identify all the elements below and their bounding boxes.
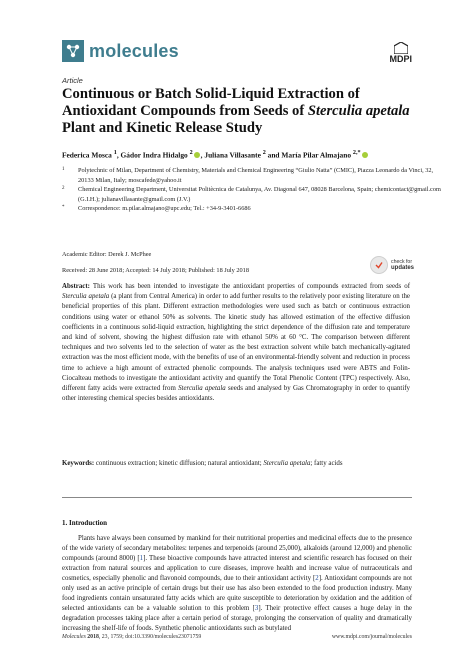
footer-url[interactable]: www.mdpi.com/journal/molecules bbox=[331, 634, 412, 640]
publisher-name: MDPI bbox=[389, 54, 412, 64]
affiliation-item: 1 Polytechnic of Milan, Department of Chemistry, Materials and Chemical Engineering “Giulio Natta” (CMIC), Piazza Leonardo da Vinci, 32, 20133 Milan, Italy; moscafede@yahoo.it bbox=[62, 167, 434, 184]
keywords: Keywords: continuous extraction; kinetic diffusion; natural antioxidant; Sterculia apetala; fatty acids bbox=[62, 460, 343, 467]
academic-editor: Academic Editor: Derek J. McPhee bbox=[62, 251, 152, 258]
author-name: María Pilar Almajano bbox=[281, 150, 352, 160]
citation-link[interactable]: 3 bbox=[254, 605, 259, 612]
affiliations bbox=[62, 166, 442, 214]
journal-name: molecules bbox=[89, 40, 179, 61]
mdpi-icon bbox=[394, 42, 408, 54]
publication-dates: Received: 28 June 2018; Accepted: 14 July 2018; Published: 18 July 2018 bbox=[62, 267, 249, 274]
introduction-paragraph: Plants have always been consumed by mankind for their nutritional properties and medicinal effects due to the presence of the wide variety of secondary metabolites: terpenes and terpenoids (around 25,000), alkaloids (around 12,000) and phenolic compounds (around 8000) [1]. These bioactive compounds have attracted interest and scientific research has focused on their extraction from natural sources and application to cure diseases, improve health and increase value of nutraceuticals and cosmetics, especially phenolic and flavonoid compounds, due to their antioxidant activity [2]. Antioxidant compounds are not only used as an active principle of certain drugs but their use has also been extended to the food production industry. Many food ingredients contain unsaturated fatty acids which are quite susceptible to deterioration by oxidation and the addition of selected antioxidants can be a valuable solution to this problem [3]. Their protective effect causes a huge delay in the degradation processes taking place after a certain period of storage, prolonging the conservation of quality and dramatically increasing the shelf-life of foods. Synthetic phenolic antioxidants such as butylated bbox=[62, 535, 412, 632]
author-name: Federica Mosca bbox=[62, 150, 112, 160]
affiliation-item: * Correspondence: m.pilar.almajano@upc.edu; Tel.: +34-9-3401-6686 bbox=[62, 205, 251, 213]
section-heading: 1. Introduction bbox=[62, 519, 107, 527]
author-name: Juliana Villasante bbox=[204, 150, 261, 160]
check-for-updates-badge[interactable]: check for updates bbox=[370, 256, 414, 274]
author-name: Gádor Indra Hidalgo bbox=[120, 150, 188, 160]
orcid-icon[interactable] bbox=[362, 152, 368, 158]
footer-citation: Molecules 2018, 23, 1759; doi:10.3390/molecules23071759 bbox=[62, 634, 202, 640]
publisher-logo[interactable] bbox=[390, 42, 413, 64]
affiliation-item: 2 Chemical Engineering Department, Universitat Politècnica de Catalunya, Av. Diagonal 647, 08028 Barcelona, Spain; chemicontact@gmail.com (G.I.H.); julianavillasante@gmail.com (J.V.) bbox=[62, 186, 441, 203]
abstract: Abstract: This work has been intended to investigate the antioxidant properties of compounds extracted from seeds of Sterculia apetala (a plant from Central America) in order to add further results to the relatively poor existing literature on the beneficial properties of this plant. Different extraction methodologies were used such as batch or continuous extraction conditions using water or ethanol 50% as solvents. The kinetic study has allowed estimation of the effective diffusion coefficients in a continuous solid-liquid extraction, highlighting the strict dependence of the diffusion rate and temperature and kind of solvent, showing the highest diffusion rate with ethanol 50% at 60 °C. The comparison between different techniques and two solvents led to the selection of water as the best extraction solvent while batch mechanically-agitated extraction was the most efficient mode, with the benefits of use of an environmental-friendly solvent and reduction in process time to achieve a high amount of extracted phenolic compounds. The analysis techniques used were ABTS and Folin-Ciocalteau methods to investigate the antioxidant activity and quantify the Total Phenolic Content (TPC) respectively. Also, different fatty acids were extracted from Sterculia apetala seeds and analysed by Gas Chromatography in order to quantify other interesting chemical species besides antioxidants. bbox=[62, 283, 411, 403]
journal-logo[interactable] bbox=[62, 40, 179, 62]
molecule-icon bbox=[62, 40, 84, 62]
citation-link[interactable]: 2 bbox=[315, 575, 319, 582]
updates-icon bbox=[370, 256, 388, 274]
section-divider bbox=[62, 497, 412, 498]
author-list: Federica Mosca $^1$, Gádor Indra Hidalgo $^2$ , Juliana Villasante $^2$ and María Pilar Almajano $^{2,*}$ bbox=[62, 150, 422, 159]
orcid-icon[interactable] bbox=[194, 152, 200, 158]
article-type: Article bbox=[62, 76, 83, 85]
paper-title: Continuous or Batch Solid-Liquid Extraction of Antioxidant Compounds from Seeds of Sterculia apetala Plant and Kinetic Release Study bbox=[62, 86, 410, 136]
citation-link[interactable]: 1 bbox=[139, 555, 144, 562]
